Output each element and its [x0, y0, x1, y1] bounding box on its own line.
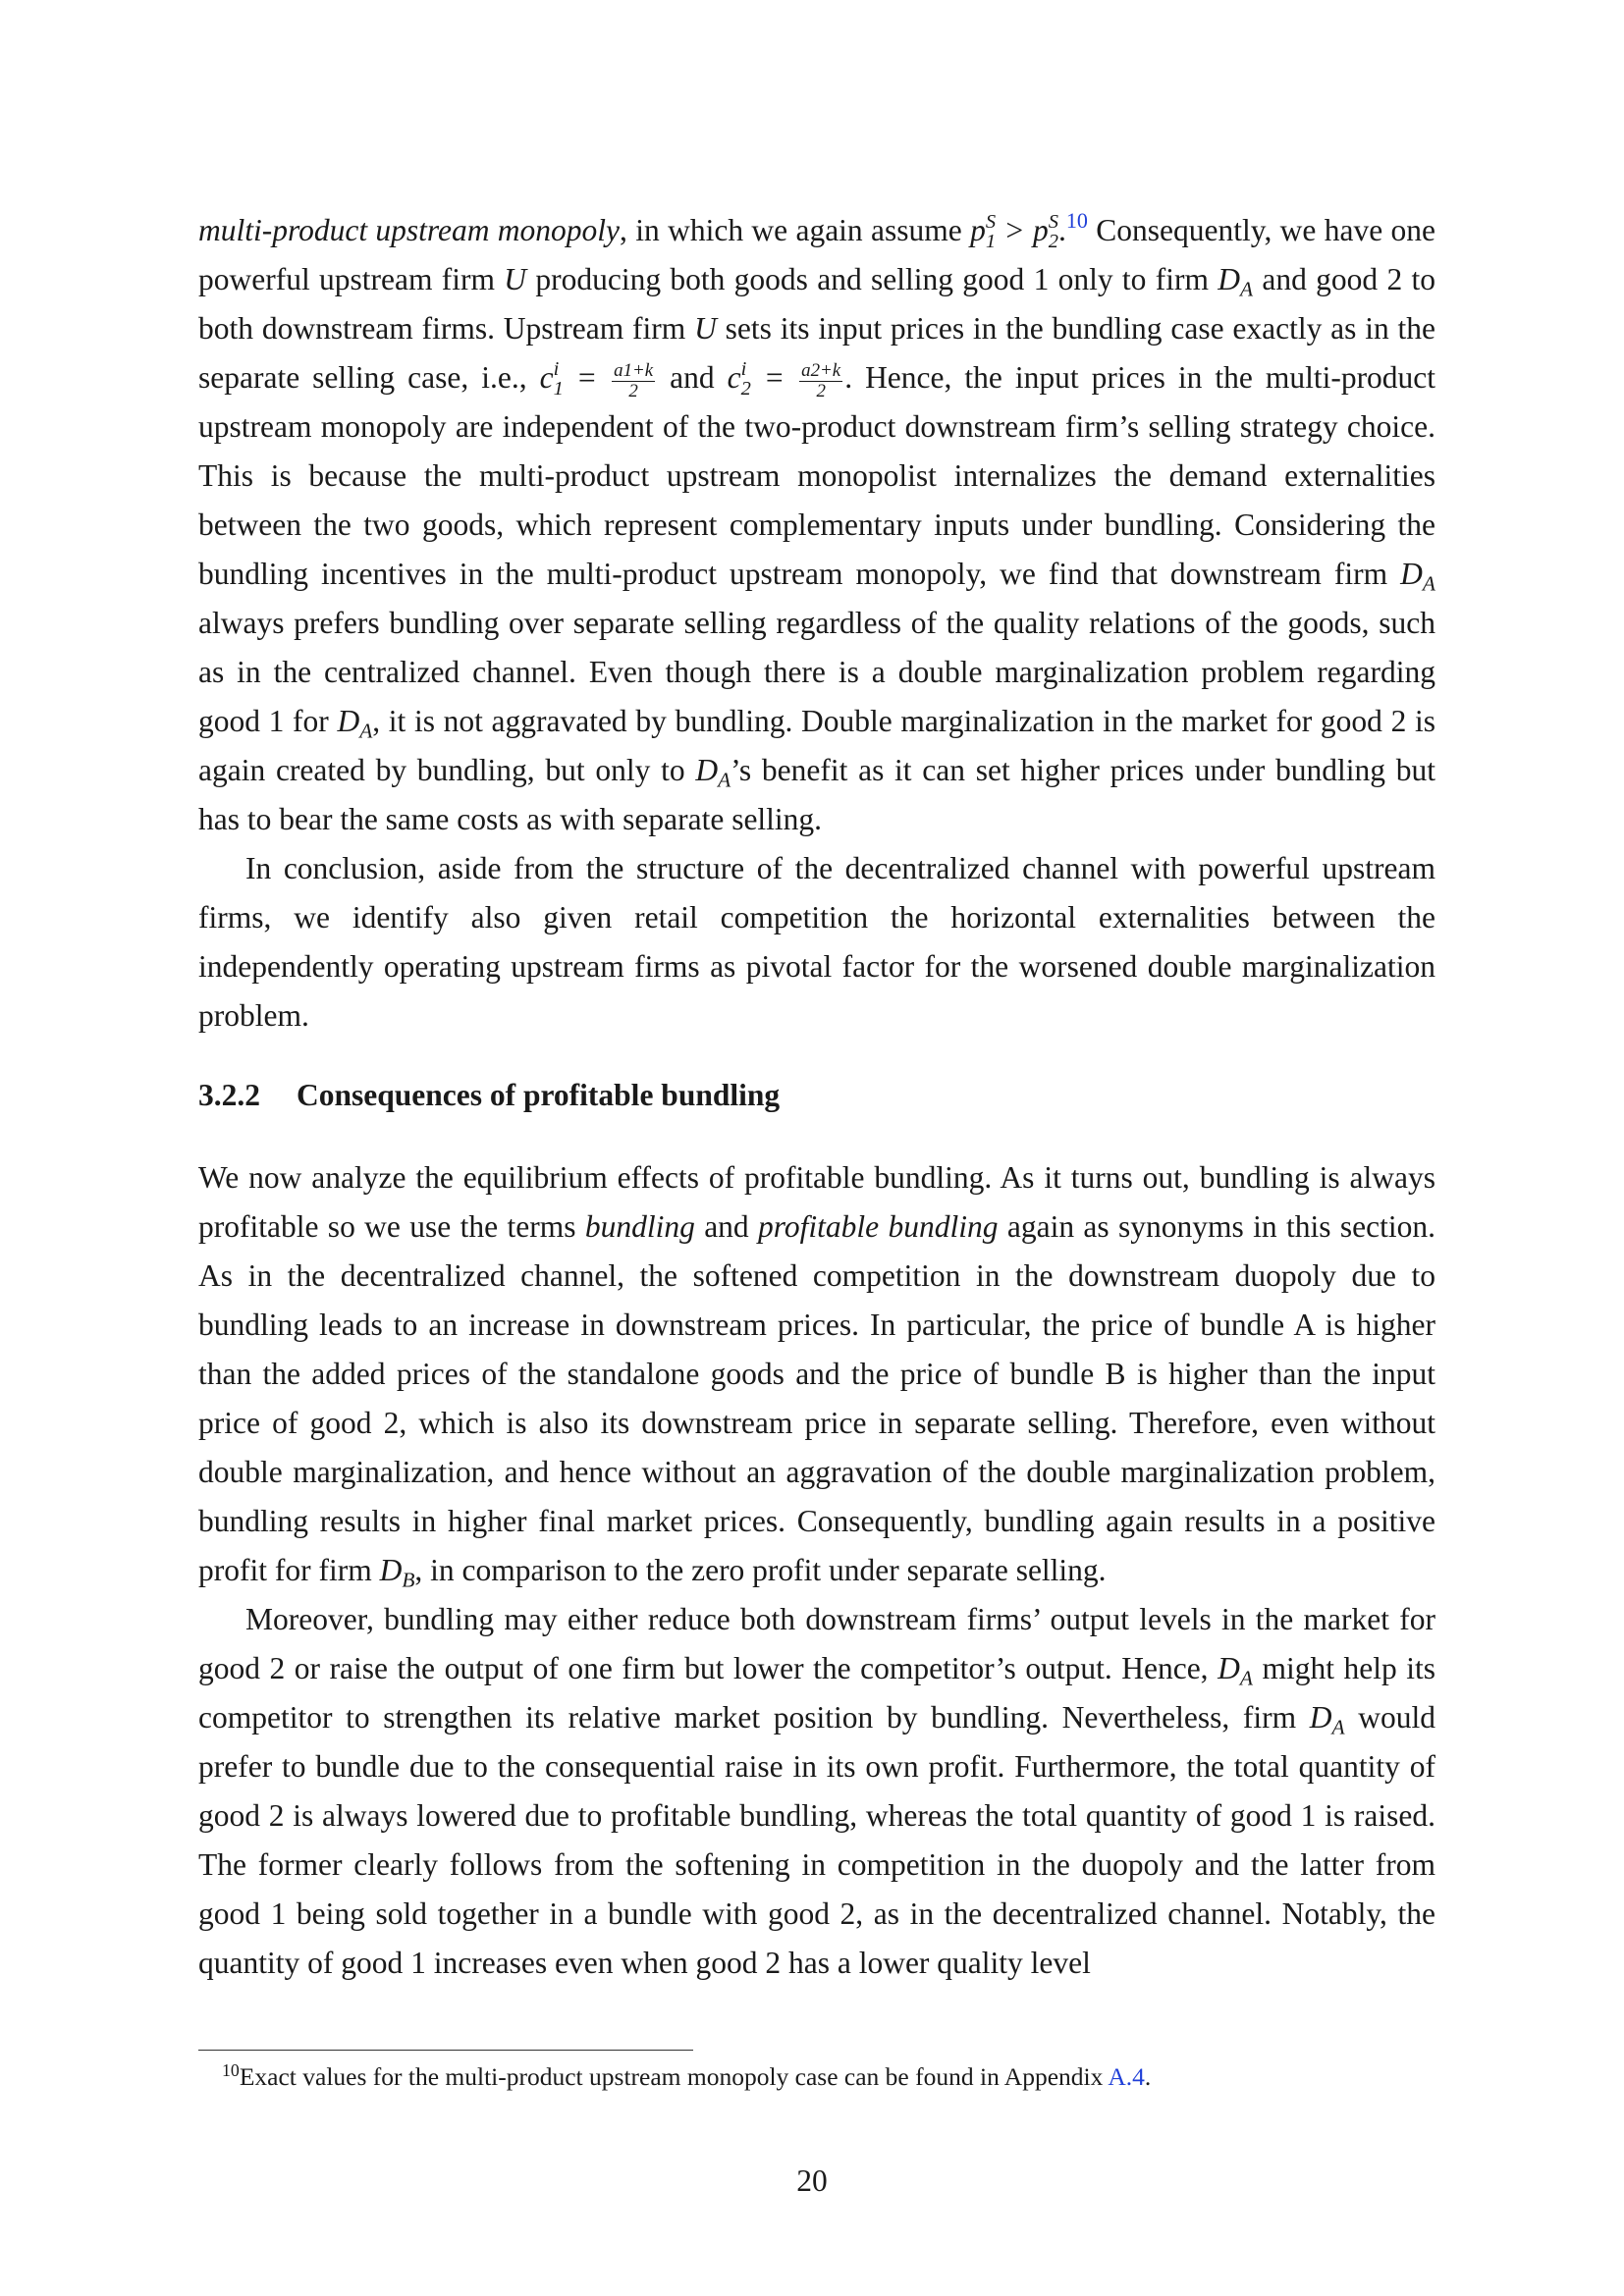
- footnote: $^{10}$Exact values for the multi-product upstream monopoly case can be found in Appendix A.4.: [222, 2060, 1152, 2091]
- section-title: Consequences of profitable bundling: [297, 1078, 781, 1112]
- appendix-link[interactable]: A.4: [1108, 2062, 1145, 2091]
- section-number: 3.2.2: [198, 1078, 260, 1112]
- paragraph-conclusion: In conclusion, aside from the structure of the decentralized channel with powerful upstream firms, we identify also given retail competition the horizontal externalities between the independently operating upstream firms as pivotal factor for the worsened double marginalization problem.: [198, 851, 1435, 1034]
- footnote-ref-link[interactable]: 10: [1065, 208, 1088, 233]
- text-block-lower: [198, 1153, 1435, 1988]
- section-heading: [198, 1078, 780, 1113]
- math-price-inequality: p S 1 > p S 2: [970, 210, 1058, 253]
- paragraph-output-levels: Moreover, bundling may either reduce both downstream firms’ output levels in the market for good 2 or raise the output of one firm but lower the competitor’s output. Hence, $D_A$ might help its competitor to strengthen its relative market position by bundling. Nevertheless, firm $D_A$ would prefer to bundle due to the consequential raise in its own profit. Furthermore, the total quantity of good 2 is always lowered due to profitable bundling, whereas the total quantity of good 1 is raised. The former clearly follows from the softening in competition in the duopoly and the latter from good 1 being sold together in a bundle with good 2, as in the decentralized channel. Notably, the quantity of good 1 increases even when good 2 has a lower quality level: [198, 1602, 1436, 1980]
- paragraph-monopoly: multi-product upstream monopoly, in which we again assume p S 1 > p S 2 .$^{10}$ Consequently, we have one powerful upstream firm U producing both goods and selling good 1 only to firm $D_A$ and good 2 to both downstream firms. Upstream firm U sets its input prices in the bundling case exactly as in the separate selling case, i.e., c i 1 = $\frac{a1+k}{2}$ and c i 2 = $\frac{a2+k}{2}$ . Hence, the input prices in the multi-product upstream monopoly are independent of the two-product downstream firm’s selling strategy choice. This is because the multi-product upstream monopolist internalizes the demand externalities between the two goods, which represent complementary inputs under bundling. Considering the bundling incentives in the multi-product upstream monopoly, we find that downstream firm $D_A$ always prefers bundling over separate selling regardless of the quality relations of the goods, such as in the centralized channel. Even though there is a double marginalization problem regarding good 1 for $D_A$, it is not aggravated by bundling. Double marginalization in the market for good 2 is again created by bundling, but only to $D_A’s$ benefit as it can set higher prices under bundling but has to bear the same costs as with separate selling.: [198, 208, 1436, 837]
- footnote-rule: [198, 2050, 693, 2051]
- footnote-marker: 10: [222, 2060, 240, 2081]
- math-input-price-1: c i 1 = $\frac{a1+k}{2}$: [539, 357, 654, 401]
- intro-term: multi-product upstream monopoly: [198, 213, 621, 248]
- math-input-price-2: c i 2 = $\frac{a2+k}{2}$: [727, 357, 841, 401]
- paragraph-equilibrium-effects: We now analyze the equilibrium effects of profitable bundling. As it turns out, bundling is always profitable so we use the terms bundling and profitable bundling again as synonyms in this section. As in the decentralized channel, the softened competition in the downstream duopoly due to bundling leads to an increase in downstream prices. In particular, the price of bundle A is higher than the added prices of the standalone goods and the price of bundle B is higher than the input price of good 2, which is also its downstream price in separate selling. Therefore, even without double marginalization, and hence without an aggravation of the double marginalization problem, bundling results in higher final market prices. Consequently, bundling again results in a positive profit for firm $D_B$, in comparison to the zero profit under separate selling.: [198, 1160, 1436, 1592]
- page-number: 20: [796, 2163, 828, 2198]
- text-block-upper: [198, 196, 1435, 1041]
